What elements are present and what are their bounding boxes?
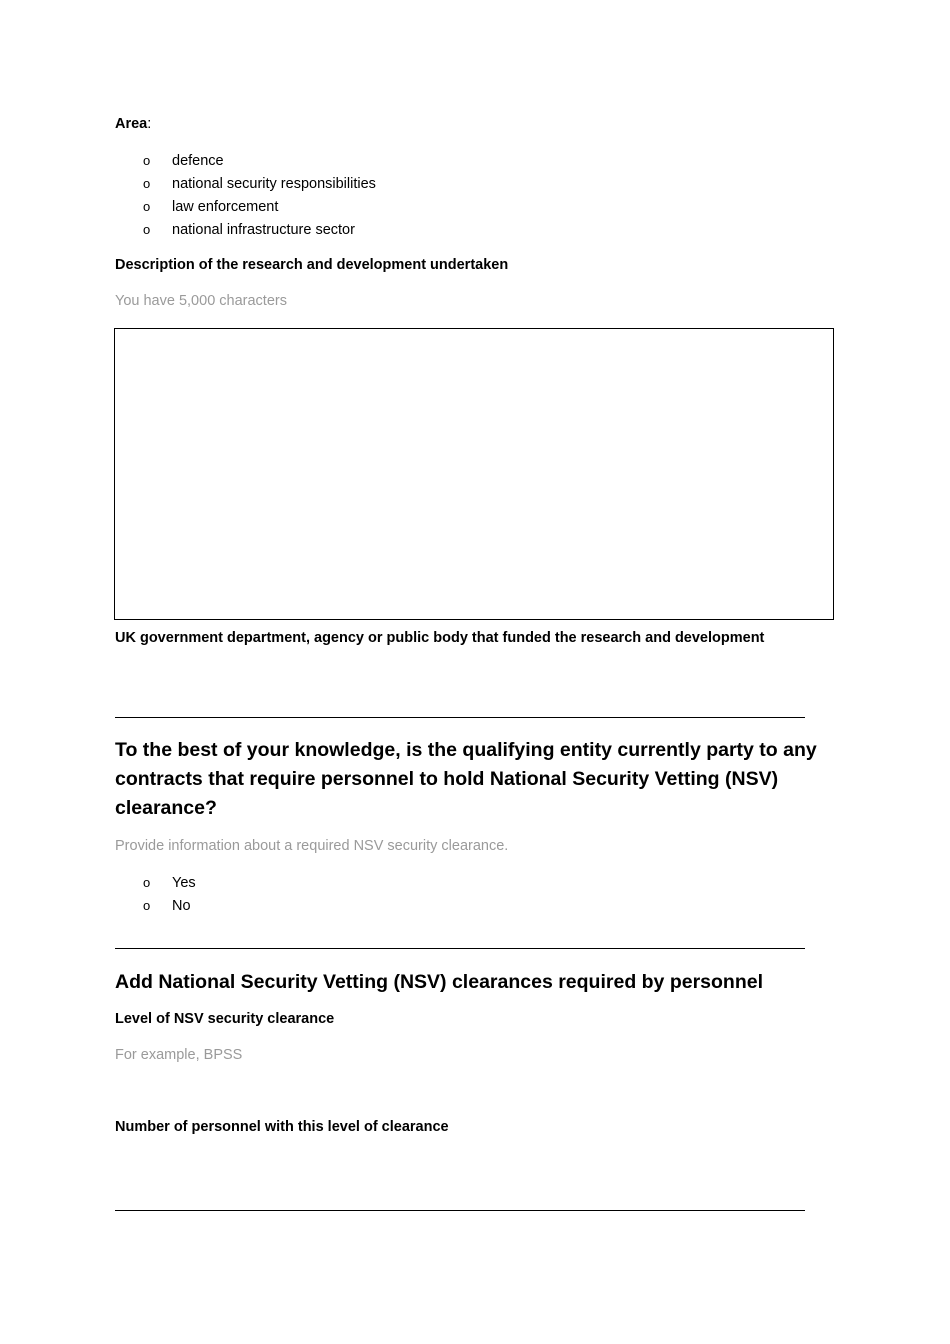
nsv-add-heading: Add National Security Vetting (NSV) clearances required by personnel	[115, 971, 764, 993]
area-label	[115, 116, 151, 132]
nsv-question-heading-line1: To the best of your knowledge, is the qualifying entity currently party to any	[115, 739, 817, 761]
nsv-option-label: No	[172, 898, 191, 914]
area-option-law-enforcement[interactable]	[143, 197, 278, 217]
area-option-label: defence	[172, 153, 224, 169]
funder-label: UK government department, agency or public body that funded the research and development	[115, 630, 765, 646]
area-option-label: national infrastructure sector	[172, 222, 355, 238]
area-option-label: national security responsibilities	[172, 176, 376, 192]
nsv-option-no[interactable]	[143, 896, 191, 916]
nsv-question-heading	[115, 736, 817, 823]
funder-answer-line[interactable]	[115, 717, 805, 718]
area-option-national-infrastructure[interactable]	[143, 220, 355, 240]
area-option-national-security[interactable]	[143, 174, 376, 194]
description-label: Description of the research and development undertaken	[115, 257, 509, 273]
radio-circle-icon[interactable]: o	[143, 199, 151, 214]
area-option-defence[interactable]	[143, 151, 224, 171]
description-textarea[interactable]	[114, 328, 834, 620]
nsv-level-hint[interactable]: For example, BPSS	[115, 1047, 243, 1063]
radio-circle-icon[interactable]: o	[143, 176, 151, 191]
description-hint: You have 5,000 characters	[115, 293, 287, 309]
nsv-question-heading-line2: contracts that require personnel to hold National Security Vetting (NSV)	[115, 768, 779, 790]
radio-circle-icon[interactable]: o	[143, 222, 151, 237]
radio-circle-icon[interactable]: o	[143, 153, 151, 168]
section-divider	[115, 948, 805, 949]
nsv-number-label: Number of personnel with this level of clearance	[115, 1119, 449, 1135]
area-label-colon: :	[147, 116, 152, 132]
nsv-option-yes[interactable]	[143, 873, 196, 893]
area-option-label: law enforcement	[172, 199, 279, 215]
nsv-option-label: Yes	[172, 875, 196, 891]
area-label-text: Area	[115, 116, 148, 132]
radio-circle-icon[interactable]: o	[143, 875, 151, 890]
nsv-question-hint: Provide information about a required NSV security clearance.	[115, 838, 509, 854]
radio-circle-icon[interactable]: o	[143, 898, 151, 913]
nsv-question-heading-line3: clearance?	[115, 797, 217, 819]
nsv-number-answer-line[interactable]	[115, 1210, 805, 1211]
nsv-level-label: Level of NSV security clearance	[115, 1011, 335, 1027]
